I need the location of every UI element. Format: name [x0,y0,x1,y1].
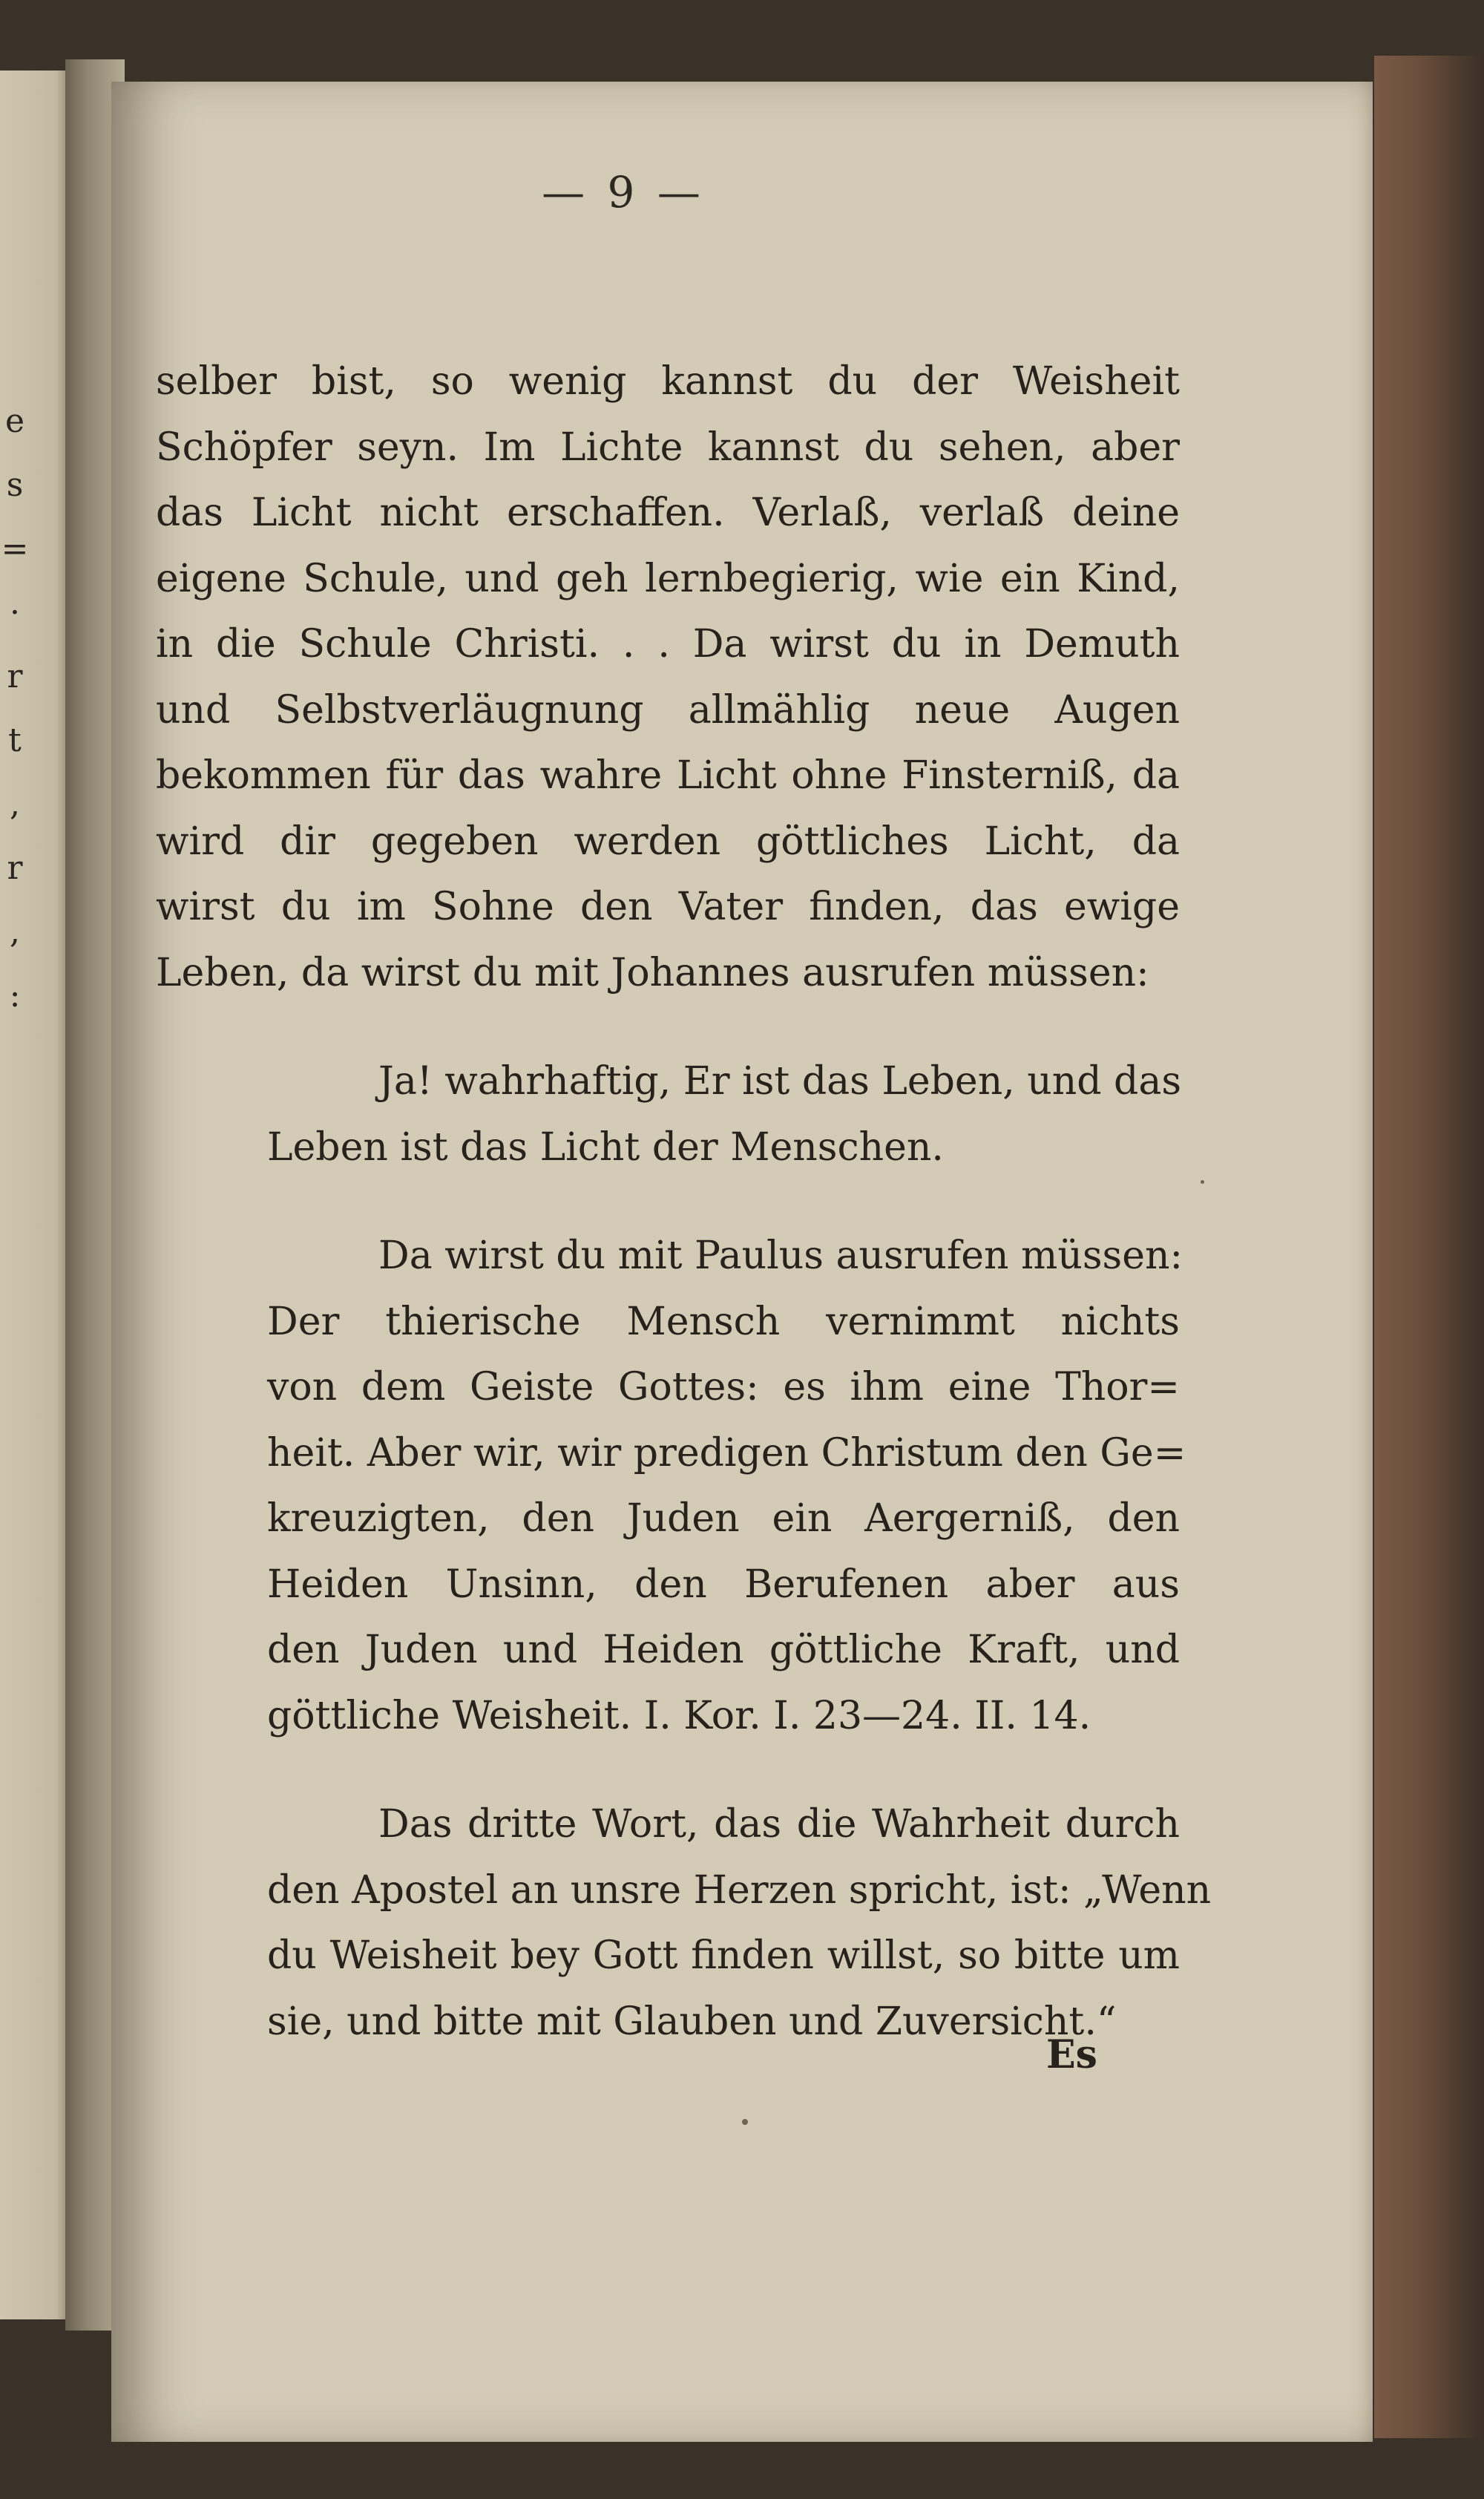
text-line: und Selbstverläugnung allmählig neue Augen [156,687,1180,733]
text-line: selber bist, so wenig kannst du der Weisheit [156,359,1180,404]
margin-mark: = [1,530,29,568]
text-line: eigene Schule, und geh lernbegierig, wie ein Kind, [156,556,1180,601]
text-line: Leben ist das Licht der Menschen. [267,1124,944,1170]
body-text [156,349,1212,2054]
paragraph [156,1792,1212,2054]
catchword: Es [1046,2032,1097,2077]
text-line: Schöpfer seyn. Im Lichte kannst du sehen, aber [156,425,1180,470]
paragraph [156,1223,1186,1749]
text-line: wirst du im Sohne den Vater finden, das ewige [156,885,1180,929]
text-line: sie, und bitte mit Glauben und Zuversicht.“ [267,1999,1117,2044]
text-line: Heiden Unsinn, den Berufenen aber aus [267,1562,1180,1607]
text-line: von dem Geiste Gottes: es ihm eine Thor= [267,1365,1180,1409]
text-line: Leben, da wirst du mit Johannes ausrufen müssen: [156,950,1149,995]
margin-mark: , [10,913,20,951]
margin-mark: e [4,402,25,440]
text-line: das Licht nicht erschaffen. Verlaß, verlaß deine [156,491,1180,535]
page-number: — 9 — [542,167,705,217]
text-line: in die Schule Christi. . . Da wirst du in Demuth [156,622,1180,666]
text-line: Da wirst du mit Paulus ausrufen müssen: [378,1234,1183,1278]
text-line: Der thierische Mensch vernimmt nichts [267,1299,1180,1344]
margin-mark: · [10,594,20,632]
text-line: kreuzigten, den Juden ein Aergerniß, den [267,1496,1180,1541]
paper-speck [1201,1180,1204,1184]
text-line: wird dir gegeben werden göttliches Licht, da [156,819,1180,864]
text-line: heit. Aber wir, wir predigen Christum den Ge= [267,1430,1186,1476]
margin-mark: r [7,849,23,887]
paper-speck [742,2119,748,2125]
paragraph [156,349,1180,1006]
text-line: den Apostel an unsre Herzen spricht, ist: „Wenn [267,1867,1212,1913]
text-line: du Weisheit bey Gott finden willst, so bitte um [267,1933,1180,1978]
margin-mark: t [8,721,22,759]
paragraph [156,1049,1180,1180]
text-line: göttliche Weisheit. I. Kor. I. 23—24. II. 14. [267,1693,1091,1738]
text-line: Das dritte Wort, das die Wahrheit durch [378,1802,1180,1847]
margin-mark: : [9,977,21,1015]
facing-page-margin-characters [0,390,30,1028]
book-cover-edge [1374,56,1484,2438]
margin-mark: r [7,658,23,695]
margin-mark: , [10,785,20,823]
margin-mark: s [6,466,24,504]
text-line: den Juden und Heiden göttliche Kraft, und [267,1628,1180,1672]
text-line: bekommen für das wahre Licht ohne Finsterniß, da [156,753,1180,798]
facing-page-edge [0,71,70,2319]
text-line: Ja! wahrhaftig, Er ist das Leben, und das [378,1059,1182,1104]
